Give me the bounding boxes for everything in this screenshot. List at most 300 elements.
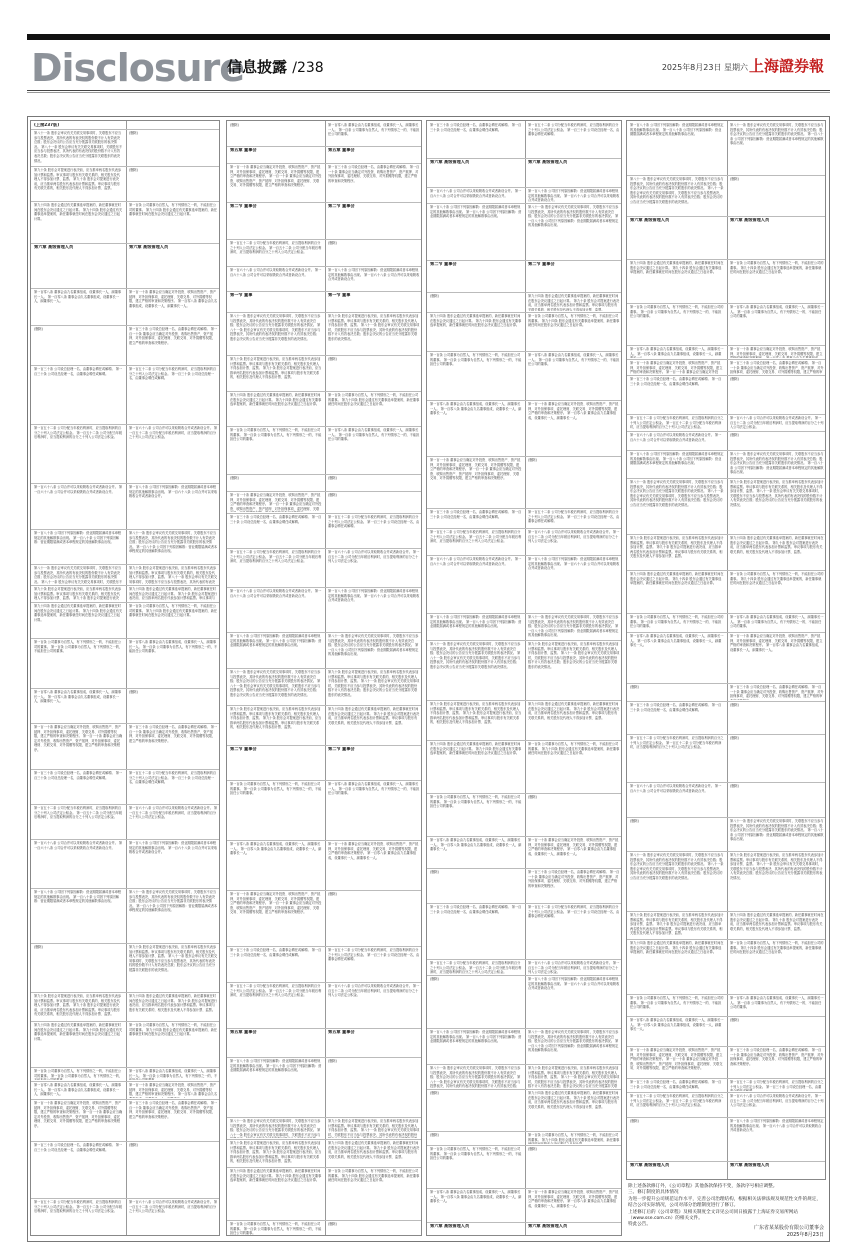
original-clause: 第一百八十条 公司因下列原因解散：营业期限届满或者本章程规定的其他解散事由出现。 第一百八十条 公司因下列原因解散：营业期限届满或者本章程规定的其他解散事由出现。 (34, 531, 122, 545)
original-clause: 第一百一十条 董事会应当确定对外投资、收购出售资产、资产抵押、对外担保事项、委托理财、关联交易、对外捐赠等权限，建立严格的审查和决策程序。 第一百一十条 董事会应当确定对外投资、收购出售资产、资产抵押、对外担保事项、委托理财、关联交易、对外捐赠等权限，建立严格的审查和决策程序。 (630, 1048, 723, 1071)
original-clause: 第一百三十条 公司设总经理一名，由董事会聘任或解聘。 第一百三十条 公司设总经理一名，由董事会聘任或解聘。 (430, 123, 522, 132)
original-clause: 第八十一条 股东会审议有关关联交易事项时，关联股东不应当参与投票表决，其所代表的有表决权的股份数不计入有效表决总数；股东会决议的公告应当充分披露非关联股东的表决情况。 第八十一条 股东会审议有关关联交易事项时，关联股东不应当参与投票表决，其所代表的有表决权的股份数不计入有效表决总数；股东会决议的公告应当充分披露非关联股东的表决情况。 (230, 314, 321, 341)
original-clause: 第一百五十二条 公司分配当年税后利润时，应当提取利润的百分之十列入公司法定公积金。 第一百五十二条 公司分配当年税后利润时，应当提取利润的百分之十列入公司法定公积金。 (430, 530, 522, 544)
original-clause: 第六章 高级管理人员 (630, 218, 670, 222)
original-clause: (删除) (230, 123, 239, 127)
table-row (627, 1092, 825, 1118)
revised-clause: 第一百五十二条 公司分配当年税后利润时，应当提取利润的百分之十列入公司法定公积金。 第一百三十条 公司设总经理一名，由董事会聘任或解聘。 (528, 123, 620, 137)
original-clause: 第一百六十八条 公司合并可以采取吸收合并或者新设合并。 第一百六十八条 公司合并可以采取吸收合并或者新设合并。 (430, 189, 522, 198)
revised-clause: 第八十一条 股东会审议有关关联交易事项时，关联股东不应当参与投票表决，其所代表的有表决权的股份数不计入有效表决总数；股东会决议的公告应当充分披露非关联股东的表决情况。 第一百八十条 公司因下列原因解散：营业期限届满或者本章程规定的其他解散事由出现。 (730, 819, 824, 842)
original-clause: 第一百条 公司董事为自然人，有下列情形之一的，不能担任公司的董事。 第一百条 公司董事为自然人，有下列情形之一的，不能担任公司的董事。 (230, 782, 322, 796)
table-row (31, 992, 219, 1022)
table-row (627, 1078, 825, 1093)
revised-clause: 第八十一条 股东会审议有关关联交易事项时，关联股东不应当参与投票表决，其所代表的有表决权的股份数不计入有效表决总数；股东会决议的公告应当充分披露非关联股东的表决情况。 第一百八十条 公司因下列原因解散：营业期限届满或者本章程规定的其他解散事由出现。 (730, 452, 824, 475)
revised-clause: 第九十四条 股东会通过有关董事选举提案的，新任董事就任时间在股东会决议通过之日起计算。 第九十条 股东会对提案进行表决前，应当推举两名股东代表参加计票和监票。审议事项与股东有关联关系的，相关股东及代理人不得参加计票、监票。 (129, 994, 218, 1012)
table-row (427, 292, 621, 313)
original-clause: 第一百六十八条 公司合并可以采取吸收合并或者新设合并。 第一百六十八条 公司合并可以采取吸收合并或者新设合并。 (230, 268, 322, 277)
original-clause: 第五章 董事会 (230, 1030, 257, 1034)
table-row (427, 613, 621, 641)
original-clause: 第一百五十二条 公司分配当年税后利润时，应当提取利润的百分之十列入公司法定公积金。 第一百五十二条 公司分配当年税后利润时，应当提取利润的百分之十列入公司法定公积金。 (630, 1094, 724, 1108)
table-row (227, 121, 421, 147)
revised-clause: 第一百条 公司董事为自然人，有下列情形之一的，不能担任公司的董事。 第九十四条 股东会通过有关董事选举提案的，新任董事就任时间在股东会决议通过之日起计算。 (528, 742, 620, 756)
revised-clause: 第一百六十八条 公司合并可以采取吸收合并或者新设合并。 第一百五十二条 公司分配当年税后利润时，应当提取利润的百分之十列入公司法定公积金。 (528, 961, 620, 974)
original-clause: 第一百条 公司董事为自然人，有下列情形之一的，不能担任公司的董事。 第一百条 公司董事为自然人，有下列情形之一的，不能担任公司的董事。 (630, 305, 724, 319)
table-row (31, 1099, 219, 1142)
revised-clause: 第六章 高级管理人员 (730, 218, 770, 222)
table-row (227, 632, 421, 669)
revised-clause: 第一百六十八条 公司合并可以采取吸收合并或者新设合并。 第一百五十二条 公司分配当年税后利润时，应当提取利润的百分之十列入公司法定公积金。 (129, 1200, 218, 1214)
revised-clause: 第五章 董事会 (328, 148, 355, 152)
table-row (627, 478, 825, 535)
table-row (427, 312, 621, 352)
revised-clause: 第一百三十条 公司设总经理一名，由董事会聘任或解聘。 第一百一十条 董事会应当确定对外投资、收购出售资产、资产抵押、对外担保事项、委托理财、关联交易、对外捐赠等权限，建立严格的审查和决策程序。 (129, 725, 218, 743)
revised-clause: 第一百一十条 董事会应当确定对外投资、收购出售资产、资产抵押、对外担保事项、委托理财、关联交易、对外捐赠等权限，建立严格的审查和决策程序。 第一百零八条 董事会由九名董事组成，设董事长一人，副董事长一人。 (730, 634, 823, 652)
revised-clause: 第一百三十条 公司设总经理一名，由董事会聘任或解聘。 第一百一十条 董事会应当确定对外投资、收购出售资产、资产抵押、对外担保事项、委托理财、关联交易、对外捐赠等权限，建立严格的审查和决策程序。 (129, 327, 218, 345)
revised-clause: (删除) (730, 703, 739, 707)
comparison-table (426, 120, 622, 1236)
original-clause: 第一百八十条 公司因下列原因解散：营业期限届满或者本章程规定的其他解散事由出现。 第一百八十条 公司因下列原因解散：营业期限届满或者本章程规定的其他解散事由出现。 (430, 1030, 522, 1044)
table-row (227, 266, 421, 292)
table-row (31, 602, 219, 639)
original-clause: 第一百八十条 公司因下列原因解散：营业期限届满或者本章程规定的其他解散事由出现。 第一百八十条 公司因下列原因解散：营业期限届满或者本章程规定的其他解散事由出现。 (230, 1059, 322, 1073)
revised-clause: 第一百八十条 公司因下列原因解散：营业期限届满或者本章程规定的其他解散事由出现。 第一百六十八条 公司合并可以采取吸收合并或者新设合并。 (129, 841, 218, 855)
revised-clause: 第一百五十二条 公司分配当年税后利润时，应当提取利润的百分之十列入公司法定公积金。 第一百三十条 公司设总经理一名，由董事会聘任或解聘。 (328, 948, 420, 962)
table-row (227, 391, 421, 427)
revised-clause: (删除) (328, 357, 337, 361)
table-row (31, 288, 219, 326)
original-clause: 第一百五十二条 公司分配当年税后利润时，应当提取利润的百分之十列入公司法定公积金。 第一百五十二条 公司分配当年税后利润时，应当提取利润的百分之十列入公司法定公积金。 (630, 736, 724, 750)
revised-clause: (删除) (730, 784, 739, 788)
original-clause: 第九十四条 股东会通过有关董事选举提案的，新任董事就任时间在股东会决议通过之日起计算。 第九十四条 股东会通过有关董事选举提案的，新任董事就任时间在股东会决议通过之日起计算。 (630, 572, 724, 586)
table-row (31, 585, 219, 603)
revised-clause: (删除) (328, 1059, 337, 1063)
table-row (227, 1220, 421, 1236)
revised-clause: 第九十四条 股东会通过有关董事选举提案的，新任董事就任时间在股东会决议通过之日起计算。 第九十条 股东会对提案进行表决前，应当推举两名股东代表参加计票和监票。审议事项与 (129, 587, 218, 601)
revised-clause: 第一百一十条 董事会应当确定对外投资、收购出售资产、资产抵押、对外担保事项、委托理财、关联交易、对外捐赠等权限，建立 (730, 347, 823, 356)
original-clause: 第一百一十条 董事会应当确定对外投资、收购出售资产、资产抵押、对外担保事项、委托理财、关联交易、对外捐赠等权限，建立严格的审查和决策程序。 第一百一十条 董事会应当确定对外投资、收购出售资产、资产抵押、对外担保事项、委托理财、关联交易、对外捐赠等权限，建立严格的审查和决策程序。 (34, 725, 123, 752)
revised-clause: 第八十一条 股东会审议有关关联交易事项时，关联股东不应当参与投票表决，其所代表的有表决权的股份数不计入有效表决总数；股东会决议的公告应当充分披露非关联股东的表决情况。 第一百八十条 公司因下列原因解散：营业期限届满或者本章程规定的其他解散事由出现。 (129, 890, 218, 913)
table-row (227, 239, 421, 267)
table-row (627, 851, 825, 912)
closing-line: 特此公告。 (628, 1222, 651, 1228)
revised-clause: (删除) (328, 493, 337, 497)
revised-clause: 第一百零八条 董事会由九名董事组成，设董事长一人，副董事长一人。 第一百条 公司董事为自然人，有下列情形之一的，不能担任公司的董事。 (528, 353, 620, 367)
table-row (427, 351, 621, 401)
original-clause: 第一百六十八条 公司合并可以采取吸收合并或者新设合并。 第一百六十八条 公司合并可以采取吸收合并或者新设合并。 (430, 557, 522, 566)
original-clause: 第九十四条 股东会通过有关董事选举提案的，新任董事就任时间在股东会决议通过之日起计算。 第九十四条 股东会通过有关董事选举提案的，新任董事就任时间在股东会决议通过之日起计算。 (34, 604, 123, 622)
original-clause: (删除) (430, 1133, 439, 1137)
table-row (627, 701, 825, 735)
original-clause: 第一百条 公司董事为自然人，有下列情形之一的，不能担任公司的董事。 第一百条 公司董事为自然人，有下列情形之一的，不能担任公司的董事。 (230, 428, 322, 442)
original-clause: 第九十条 股东会对提案进行表决前，应当推举两名股东代表参加计票和监票。审议事项与股东有关联关系的，相关股东及代理人不得参加计票、监票。 第九十条 股东会对提案进行表决前，应当推举两名股东代表参加计票和监票。审议事项与股东有关联关系的，相关股东及代理人不得参加计票、监票。 (34, 994, 122, 1017)
revised-clause: 第九十条 股东会对提案进行表决前，应当推举两名股东代表参加计票和监票。审议事项与股东有关联关系的，相关股东及代理人不得参加计票、监票。 第八十一条 股东会审议有关关联交易事项时，关联股东不应当参与投票表决，其所代表的有表决权的股份数不计入有效表决总数；股东会决议的公告应当充分披露非关联股东的表决情况。 (730, 853, 824, 880)
original-clause: 第一百五十二条 公司分配当年税后利润时，应当提取利润的百分之十列入公司法定公积金。 第一百五十二条 公司分配当年税后利润时，应当提取利润的百分之十列入公司法定公积金。 (34, 426, 123, 440)
original-clause: 第九十四条 股东会通过有关董事选举提案的，新任董事就任时间在股东会决议通过之日起计算。 第九十四条 股东会通过有关董事选举提案的，新任董事就任时间在股东会决议通过之日起计算。 (230, 393, 322, 407)
table-row (627, 345, 825, 360)
table-row (627, 613, 825, 633)
table-row (427, 528, 621, 556)
table-row (627, 175, 825, 217)
revised-clause: 第一百条 公司董事为自然人，有下列情形之一的，不能担任公司的董事。 第九十四条 股东会通过有关董事选举提案的，新任董事就任时间在股东会决议通过之日起计算。 (730, 572, 824, 586)
section-logo: Disclosure (31, 46, 245, 90)
table-row (227, 548, 421, 588)
table-row (31, 201, 219, 244)
revised-clause: 第一百一十条 董事会应当确定对外投资、收购出售资产、资产抵押、对外担保事项、委托理财、关联交易、对外捐赠等权限，建立严格的审查和决策程序。 第一百零八条 董事会由九名董事组成，设董事长一人，副董事长一人。 (129, 290, 218, 308)
original-clause: 第一百零八条 董事会由九名董事组成，设董事长一人，副董事长一人。 第一百零八条 董事会由九名董事组成，设董事长一人，副董事长一人。 (630, 1018, 724, 1032)
original-clause: 第一百一十条 董事会应当确定对外投资、收购出售资产、资产抵押、对外担保事项、委托理财、关联交易、对外捐赠等权限，建立严格的审查和决策程序。 第一百一十条 董事会应当确定对外投资、收购出售资产、资产抵押、对外担保事项、委托理财、关联 (230, 493, 322, 511)
revised-clause: 第八十一条 股东会审议有关关联交易事项时，关联股东不应当参与投票表决，其所代表的有表决权的股份数不计入有效表决总数；股东会决议的公告应当充分披露非关联股东的表决情况。 第一百八十条 公司因下列原因解散：营业期限届满或者本章程规定的其他解散事由出现。 (730, 123, 824, 146)
revised-clause: (删除) (328, 892, 337, 896)
table-row (31, 638, 219, 689)
original-clause: 第九十四条 股东会通过有关董事选举提案的，新任董事就任时间在股东会决议通过之日起计算。 第九十四条 股东会通过有关董事选举提案的，新任董事就任时间在股东会决议通过之日起计算。 (630, 941, 724, 955)
original-clause: 第八十一条 股东会审议有关关联交易事项时，关联股东不应当参与投票表决，其所代表的有表决权的股份数不计入有效表决总数；股东会决议的公告应当充分披露非关联股东的表决情况。 第八十一条 股东会审议有关关联交易事项时，关联股东不应当参与 (230, 1119, 321, 1137)
comparison-table (626, 120, 826, 1180)
table-row (427, 456, 621, 509)
revised-clause: 第一百条 公司董事为自然人，有下列情形之一的，不能担任公司的董事。 第九十四条 股东会通过有关董事选举提案的，新任董事就任时间在股东会决议通过之日起计算。 (129, 203, 218, 217)
original-clause: 第一百条 公司董事为自然人，有下列情形之一的，不能担任公司的董事。 第一百条 公司董事为自然人，有下列情形之一的，不能担任公司的董事。 (630, 996, 724, 1010)
original-clause: 第二节 董事会 (230, 747, 257, 751)
table-row (227, 1117, 421, 1140)
revised-clause: 第一百六十八条 公司合并可以采取吸收合并或者新设合并。 第一百五十二条 公司分配当年税后利润时，应当提取利润的百分之十列入公司法定公积金。 (328, 984, 420, 998)
signature-block (628, 1224, 824, 1238)
table-row (627, 994, 825, 1017)
revised-clause: 第八十一条 股东会审议有关关联交易事项时，关联股东不应当参与投票表决，其所代表的有表决权的股份数不计入有效表决总数；股东会决议的公告应当充分披露非关联股东的表决情况。 第一百八十条 公司因下列原因解散：营业期限届满或者本章程规定的其他解散事由出现。 (129, 531, 218, 554)
original-clause: 第八十一条 股东会审议有关关联交易事项时，关联股东不应当参与投票表决，其所代表的有表决权的股份数不计入有效表决总数；股东会决议的公告应当充分披露非关联股东的表决情况。 第八十一条 股东会审议有关关联交易事项时，关联股东不应当参与投票表决，其所代表的有表决权的股份数不计入有效表决总数；股东会决议的公告应当充分披露非关联股东的表决情况。 (630, 480, 724, 507)
revised-clause: 第一百八十条 公司因下列原因解散：营业期限届满或者本章程规定的其他解散事由出现。 第一百六十八条 公司合并可以采取吸收合并或者新设合并。 (528, 557, 620, 571)
revised-clause: (删除) (730, 433, 739, 437)
revised-clause: 第一百条 公司董事为自然人，有下列情形之一的，不能担任公司的董事。 第九十四条 股东会通过有关董事选举提案的，新任董事就任时间在股东会决议通过之日起计算。 (328, 393, 420, 407)
original-clause: (删除) (230, 476, 239, 480)
original-clause: (删除) (630, 819, 639, 823)
original-clause: 第一百三十条 公司设总经理一名，由董事会聘任或解聘。 第一百三十条 公司设总经理一名，由董事会聘任或解聘。 (230, 948, 322, 957)
table-row (31, 483, 219, 530)
revised-clause: 第二节 董事会 (328, 204, 355, 208)
revised-clause: 第一百一十条 董事会应当确定对外投资、收购出售资产、资产抵押、对外担保事项、委托理财、关联交易、对外捐赠等权限，建立严格的审查和决策程序。 第一百零八条 董事会由九名董事组成，设董事长一人，副董事长一人。 (528, 1190, 619, 1208)
revised-clause: 第一百五十二条 公司分配当年税后利润时，应当提取利润的百分之十列入公司法定公积金。 第一百三十条 公司设总经理一名，由董 (730, 1080, 824, 1089)
original-clause: 第八十一条 股东会审议有关关联交易事项时，关联股东不应当参与投票表决，其所代表的有表决权的股份数不计入有效表决总数；股东会决议的公告应当充分披露非关联股东的表决情况。 第八十一条 股东会审议有关关联交易事项时，关联股东不应当参与投票表决，其所代表的有表决权的股份数不计入有效表决总数；股东会决议的公告应当充分披露非关联股东的表决情况。 (630, 853, 724, 880)
original-clause: (删除) (630, 1119, 639, 1123)
table-row (227, 982, 421, 1029)
issue-date: 2025年8月23日 星期六 (661, 63, 748, 72)
original-clause: 第一百一十条 董事会应当确定对外投资、收购出售资产、资产抵押、对外担保事项、委托理财、关联交易、对外捐赠等权限，建立严格的审查和决策程序。 第一百一十条 董事会应当确定对外投资、收购出售资产、资产抵押、对外担保事项、委托理财、关联交易、对外捐赠等权限，建立严格的审查和决策程序。 (34, 1101, 123, 1128)
original-clause: 第一百条 公司董事为自然人，有下列情形之一的，不能担任公司的董事。 第一百条 公司董事为自然人，有下列情形之一的， (34, 1069, 123, 1078)
original-clause: (删除) (34, 327, 43, 331)
table-row (427, 868, 621, 904)
revised-clause: 第一百三十条 公司设总经理一名，由董事会聘任或解聘。 第一百一十条 董事会应当确定对外投资、收购出售资产、资产抵押、对外担保事项、委托理财、关联交易、对外捐赠等权限，建立严格的审查和决策程序。 (528, 870, 620, 888)
revised-clause: 第一百一十条 董事会应当确定对外投资、收购出售资产、资产抵押、对外担保事项、委托理财、关联交易、对外捐赠等权限，建立严格的审查和决策程序。 第一百零八条 董事会由九名 (129, 1083, 218, 1097)
original-clause: 第一百六十八条 公司合并可以采取吸收合并或者新设合并。 第一百六十八条 公司合并可以采取吸收合并或者新设合并。 (630, 784, 722, 793)
revised-clause: 第二节 董事会 (528, 262, 555, 266)
original-clause: 第一百八十条 公司因下列原因解散：营业期限届满或者本章程规定的其他解散事由出现。 第一百八十条 公司因下列原因解散：营业期限届满或者本章程规定的其他解散事由出现。 (34, 890, 122, 904)
table-row (227, 1167, 421, 1221)
table-row (227, 474, 421, 492)
section-title (227, 56, 324, 77)
original-clause: 第一百条 公司董事为自然人，有下列情形之一的，不能担任公司的董事。 第一百条 公司董事为自然人，有下列情形之一的，不能担任公司的董事。 (630, 615, 724, 629)
table-row (627, 1016, 825, 1047)
closing-line: 除上述条款修订外，《公司章程》其他条款保持不变，条款序号相应调整。 (628, 1184, 778, 1189)
table-row (427, 1131, 621, 1146)
original-clause: 第八十一条 股东会审议有关关联交易事项时，关联股东不应当参与投票表决，其所代表的有表决权的股份数不计入有效表决总数；股东会决议的公告应当充分披露非关联股东的表决情况。 第八十一条 股东会审议有关关联交易事项时，关联股东不 (34, 566, 123, 584)
table-row (227, 1028, 421, 1058)
table-row (427, 187, 621, 204)
original-clause: 第九十条 股东会对提案进行表决前，应当推举两名股东代表参加计票和监票。审议事项与股东有关联关系的，相关股东及代理人不得参加计票、监票。 第九十条 股东会对提案进行表决前，应当推举两名股东代表参加计票和监票。审议事项与股东有关联关系的，相关股东及代理人不得参加计票、监票。 (230, 357, 322, 380)
closing-line: 三、修订制度的具体情况 (628, 1190, 679, 1196)
table-row (427, 1145, 621, 1189)
revised-clause: 第六章 高级管理人员 (129, 245, 169, 249)
original-clause: 第一百三十条 公司设总经理一名，由董事会聘任或解聘。 第一百三十条 公司设总经理一名，由董事会聘任或解聘。 (230, 515, 322, 524)
table-row (627, 1117, 825, 1162)
original-clause: 第九十条 股东会对提案进行表决前，应当推举两名股东代表参加计票和监票。审议事项与股东有关联关系的，相关股东及代理人不得参加计票、监票。 第九十条 股东会对提案进行表决前，应当推举两名股东代表参加计票和监票。审议事项与股东有关联关系的，相关股东及代理人不得参加计票、监票。 (230, 707, 322, 730)
revised-clause: (删除) (528, 795, 537, 799)
table-row (627, 939, 825, 995)
original-clause: 第二节 董事会 (430, 262, 457, 266)
table-row (427, 1222, 621, 1236)
original-clause: 第一节 董事 (230, 293, 253, 297)
original-clause: 第一百零八条 董事会由九名董事组成，设董事长一人，副董事长一人。 第一百零八条 董事会由九名董事组成，设董事长一人，副董事长一人。 (34, 290, 122, 304)
table-row (427, 121, 621, 159)
table-row (627, 216, 825, 260)
original-clause: 第八十一条 股东会审议有关关联交易事项时，关联股东不应当参与投票表决，其所代表的有表决权的股份数不计入有效表决总数；股东会决议的公告应当充分披露非关联股东的表决情况。 第八十一条 股东会审议有关关联交易事项时，关联股东不应当参与投票表决，其所代表的有表决权的股份数不计入有效表决总数； (430, 1066, 521, 1088)
table-row (427, 1188, 621, 1223)
revised-clause: 第一百五十二条 公司分配当年税后利润时，应当提取利润的百分之十列入公司法定公积金。 第一百三十条 公司设总经理一名，由董事会聘任或解聘。 (129, 367, 217, 381)
original-clause: 第九十条 股东会对提案进行表决前，应当推举两名股东代表参加计票和监票。审议事项与股东有关联关系的，相关股东及代理人不得参加计票、监票。 第九十条 股东会对提案进行表决 (34, 587, 122, 601)
revised-clause: 第八十一条 股东会审议有关关联交易事项时，关联股东不应当参与投票表决，其所代表的有表决权的股份数不计入有效表决总数；股东会决议的公告应当充分披露非关联股东的表决情况。 第一百八十条 公司因下列原因解散：营业期限届满或者本章程规定的其他解散事由出现。 (328, 634, 419, 657)
revised-clause: 第一百三十条 公司设总经理一名，由董事会聘任或解聘。 第一百一十条 董事会应当确定对外投资、收购出售资产、资产抵押、对外担保事项、委托理财、关联交易、对外捐赠等权限，建立严格的审 (730, 361, 824, 374)
table-row (427, 959, 621, 976)
original-clause: 第九十条 股东会对提案进行表决前，应当推举两名股东代表参加计票和监票。审议事项与股东有关联关系的，相关股东及代理人不得参加计票、监票。 第九十条 股东会对提案进行表决前，应当推举两名股东代表参加计票和监票。审议事项与股东有关联关系的，相关股东及代理人不得参加计票、监票。 (430, 702, 522, 725)
table-row (31, 723, 219, 770)
table-row (31, 564, 219, 586)
section-name: 信息披露 (227, 58, 288, 76)
signature: 广东省某某股份有限公司董事会 (753, 1225, 824, 1231)
table-row (227, 426, 421, 475)
table-row (227, 890, 421, 947)
revised-clause: 第一百三十条 公司设总经理一名，由董事会聘任或解聘。 第一百一十条 董事会应当确定对外投资、收购出售资产、资产抵押、对外担保事项、委托理财、关联交易、对外捐赠等权限，建立严格的审查和决策程序。 (328, 165, 420, 183)
original-clause: 第一百条 公司董事为自然人，有下列情形之一的，不能担任公司的董事。 第一百条 公司董事为自然人，有下列情形之一的，不能担任公司的董事。 (230, 1222, 322, 1236)
revised-clause: 第一百六十八条 公司合并可以采取吸收合并或者新设合并。 第一百五十二条 公司分配当年税后利润时，应当提取利润的百分之十列入公司法定公积金。 (730, 416, 824, 430)
table-row (31, 888, 219, 944)
revised-clause: 第一百八十条 公司因下列原因解散：营业期限届满或者本章程规定的其他解散事由出现。 第一百六十八条 公司合并可以采取吸收合并或者新设合并。 (528, 977, 620, 991)
revised-clause: 第一百八十条 公司因下列原因解散：营业期限届满或者本章程规定的其他解散事由出现。 第一百六十八条 公司合并可以采取吸收合并或者新设合并。 (730, 1119, 824, 1133)
original-clause: 第九十条 股东会对提案进行表决前，应当推举两名股东代表参加计票和监票。审议事项与股东有关联关系的，相关股东及代理人不得参加计票、监票。 第九十条 股东会对提案进行表决前，应当推举两名股东代表参加计票和监票。审议事项与股东有关联关系的，相关股东及代理人不得参加计票、监票。 (34, 168, 122, 191)
original-clause: 第一百三十条 公司设总经理一名，由董事会聘任或解聘。 第一百三十条 公司设总经理一名，由董事会聘任或解聘。 (630, 1080, 722, 1089)
revised-clause: 第一百五十二条 公司分配当年税后利润时，应当提取利润的百分之十列入公司法定公积金。 第一百三十条 公司设总经理一名，由董事会聘任或解聘。 (528, 905, 620, 919)
original-clause: 第一百一十条 董事会应当确定对外投资、收购出售资产、资产抵押、对外担保事项、委托理财、关联交易、对外捐赠等权限，建立严格的审查和决策程序。 第一百一十条 董事会应当确定对外投 (630, 361, 723, 374)
original-clause: 第六章 高级管理人员 (630, 1163, 670, 1167)
original-clause: 第一百六十八条 公司合并可以采取吸收合并或者新设合并。 第一百六十八条 公司合并可以采取吸收合并或者新设合并。 (34, 841, 123, 850)
revised-clause: 第六章 高级管理人员 (528, 1224, 568, 1228)
original-clause: (删除) (430, 977, 439, 981)
revised-clause: 第六章 高级管理人员 (730, 1163, 770, 1167)
table-row (31, 769, 219, 805)
table-row (627, 817, 825, 852)
table-row (227, 946, 421, 983)
revised-clause: 第一百零八条 董事会由九名董事组成，设董事长一人，副董事长一人。 第一百条 公司董事为自然人，有下列情形之一的，不能担任公司的董事。 (129, 640, 218, 654)
table-row (227, 587, 421, 633)
table-row (427, 700, 621, 741)
original-clause: 第一百八十条 公司因下列原因解散：营业期限届满或者本章程规定的其他解散事由出现。 第一百八十条 公司因下列原因解散：营业期限届满或者本章程规定的其他解散事由出现。 (630, 452, 724, 466)
original-clause: 第一百零八条 董事会由九名董事组成，设董事长一人，副董事长一人。 第一百零八条 董事会由九名董事组成，设董事长一人，副董事长一人。 (630, 634, 724, 648)
original-clause: (删除) (430, 870, 439, 874)
revised-clause: (删除) (129, 168, 138, 172)
original-clause: 第八十一条 股东会审议有关关联交易事项时，关联股东不应当参与投票表决，其所代表的有表决权的股份数不计入有效表决总数；股东会决议的公告应当充分披露非关联股东的表决情况。 第八十一条 股东会审议有关关联交易事项时，关联股东不应当参与投票表决，其所代表的有表决权的股份数不计入有效表决总数；股东会决议的公告应当充分披露非关联股东的表决情况。 (430, 642, 521, 669)
original-clause: 第一百八十条 公司因下列原因解散：营业期限届满或者本章程规定的其他解散事由出现。 第一百八十条 公司因下列原因解散：营业期限届满或者本章程规定的其他解散事由出现。 (430, 205, 522, 219)
revised-clause: (删除) (730, 736, 739, 740)
original-clause: 第一百五十二条 公司分配当年税后利润时，应当提取利润的百分之十列入公司法定公积金。 第一百五十二条 公司分配当年税后利润时，应当提取利润的百分之十列入公司法定公积金。 (34, 1200, 123, 1214)
revised-clause: 第一百条 公司董事为自然人，有下列情形之一的，不能担任公司的董事。 第九十四条 股东会通过有关董事选举提案的，新任董事就任时间在股东会决议通过之日起计算。 (328, 1169, 420, 1183)
revised-clause: 第九十条 股东会对提案进行表决前，应当推举两名股东代表参加计票和监票。审议事项与股东有关联关系的，相关股东及代理人不得参加计票、监票。 第八十一条 股东会审议有关关联交易事项时，关联股东不应当参与投票表决，其所代表的有表决权的股份 (328, 1119, 420, 1137)
revised-clause: 第一百一十条 董事会应当确定对外投资、收购出售资产、资产抵押、对外担保事项、委托理财、关联交易、对外捐赠等权限，建立严格的审查和决策程序。 第一百零八条 董事会由九名董事组成，设董事长一人，副董事长一人。 (528, 838, 619, 856)
original-clause: 第一百八十条 公司因下列原因解散：营业期限届满或者本章程规定的其他解散事由出现。 第一百八十条 公司因下列原因解散：营业期限届满或者本章程规定的其他解散事由出现。 (230, 634, 322, 648)
original-clause: 第一百一十条 董事会应当确定对外投资、收购出售资产、资产抵押、对外担保事项、委托理财、关联交易、对外捐赠等权限，建立严格的审查和决策程序。 第一百一十条 董事会应当确定对外投资、收购出售资产、资产抵押、对外担保事项、委托理财、关联交易、对外捐赠等权限，建立严格的审查和决策程序。 (230, 892, 322, 915)
table-row (427, 1028, 621, 1065)
revised-clause: (删除) (328, 241, 337, 245)
original-clause: (删除) (630, 685, 639, 689)
original-clause: 第一百五十二条 公司分配当年税后利润时，应当提取利润的百分之十列入公司法定公积金。 第一百五十二条 公司分配当年税后利润时，应当提取利润的百分之十列入公司法定公积金。 (230, 984, 322, 998)
revised-clause: 第一百八十条 公司因下列原因解散：营业期限届满或者本章程规定的其他解散事由出现。 第一百六十八条 公司合并可以采取吸收合并或者新设合并。 (129, 485, 218, 499)
table-row (227, 705, 421, 746)
masthead (27, 44, 830, 88)
revised-clause: (删除) (730, 1018, 739, 1022)
original-clause: 第一百五十二条 公司分配当年税后利润时，应当提取利润的百分之十列入公司法定公积金。 第一百五十二条 公司分配当年税后利润时，应当提取利润的百分之十列入公司法定公积金。 (630, 416, 724, 430)
original-clause: 第九十四条 股东会通过有关董事选举提案的，新任董事就任时间在股东会决议通过之日起计算。 第九十四条 股东会通过有关董事选举提案的，新任董事就任时间在股东会决议通过之日起计算。 (630, 261, 724, 275)
original-clause: 第一百八十条 公司因下列原因解散：营业期限届满或者本章程规定的其他解散事由出现。 第一百八十条 公司因下列原因解散：营业期限届满或者本章程规定的其他解散事由出现。 (630, 123, 724, 137)
revised-clause: 第一百八十条 公司因下列原因解散：营业期限届满或者本章程规定的其他解散事由出现。 第一百六十八条 公司合并可以采取吸收合并或者新设合并。 (528, 189, 620, 202)
original-clause: 第一百三十条 公司设总经理一名，由董事会聘任或解聘。 第一百三十条 公司设总经理一名，由董事会聘任或解聘。 (34, 771, 123, 780)
original-clause: 第一百六十八条 公司合并可以采取吸收合并或者新设合并。 第一百六十八条 公司合并可以采取吸收合并或者新设合并。 (230, 589, 322, 598)
table-row (627, 911, 825, 940)
revised-clause: 第一百条 公司董事为自然人，有下列情形之一的，不能担任公司的董事。 第九十四条 股东会通过有关董事选举提案的，新任董事就任时间在股东会决议通过之日起计算。 (730, 941, 824, 955)
revised-clause: 第一百零八条 董事会由九名董事组成，设董事长一人，副董事长一人。 第一百条 公司董事为自然人，有下列情形之一的，不能担任公司的董事。 (328, 782, 420, 796)
original-clause: 第八十一条 股东会审议有关关联交易事项时，关联股东不应当参与投票表决，其所代表的有表决权的股份数不计入有效表决总数；股东会决议的公告应当充分披露非关联股东的表决情况。 第八十一条 股东会审议有关关联交易事项时，关联股东不应当参与投票表决，其所代表的有表决权的股份数不计入有效表决总数；股东会决议的公告应当充分披露非关联股东的表决情况。 (230, 670, 321, 697)
revised-clause: 第一百条 公司董事为自然人，有下列情形之一的，不能担任公司的董事。 第九十四条 股东会通过有关董事选举提案的，新任董事就任时间在股东会决议通过之日起计算。 (730, 261, 824, 275)
table-row (227, 202, 421, 240)
original-clause: 第九十条 股东会对提案进行表决前，应当推举两名股东代表参加计票和监票。审议事项与股东有关联关系的，相关股东及代理人不得参加计票、监票。 第九十条 股东会对提案进行表决前，应当推举两名股东代表参加计票和监票。审议事项与股东有关联关系的，相关股东及代理人不得参加计票、监票。 (630, 913, 724, 936)
revised-clause: 第八十一条 股东会审议有关关联交易事项时，关联股东不应当参与投票表决，其所代表的有表决权的股份数不计入有效表决总数；股东会决议的公告应当充分披露非关联股东的表决情况。 第一百八十条 公司因下列原因解散：营业期限届满或者本章程规定的其他解散事由出现。 (528, 1030, 619, 1053)
revised-clause: 第一百八十条 公司因下列原因解散：营业期限届满或者本章程规定的其他解散事由出现。 第一百六十八条 公司合并可以采取吸收合并或者新设合并。 (328, 268, 420, 282)
table-row (427, 203, 621, 261)
revised-clause: 第一百条 公司董事为自然人，有下列情形之一的，不能担任公司的董事。 第九十四条 股东会通过有关董事选举提案的，新任董事 (528, 1133, 620, 1142)
original-clause: 第一百一十条 董事会应当确定对外投资、收购出售资产、资产抵押、对外担保事项、委托理财、关联交易、对外捐赠等权限，建立严格的审查和决策程序。 第一百一十条 董事会应当确定对外投资、收购出售资产、资产抵押、对外担保事项、委托理财、关联交易、对外捐赠等权限，建立严格的审查和决策程序。 (230, 165, 322, 188)
table-row (227, 745, 421, 781)
revised-clause: 第九十条 股东会对提案进行表决前，应当推举两名股东代表参加计票和监票。审议事项与股东有关联关系的，相关股东及代理人不得参加计票、监票。 第八十一条 股东会审议有关关联交易事项时，关联股东不应当参与投票表决，其所代表的有表决权的股份数不计入有效表决总数；股东会决议的公告应当充分披露非关联股东的表决情况。 (528, 642, 620, 669)
revised-clause: 第九十四条 股东会通过有关董事选举提案的，新任董事就任时间在股东会决议通过之日起计算。 第九十条 股东会对提案进行表决前，应当推举两名股东代表参加计票和监票。审议事项与股东有关联关系的，相关股东及代理人不得参加计票、监票。 (730, 536, 824, 554)
table-row (31, 839, 219, 889)
table-row (31, 166, 219, 202)
original-clause: (删除) (430, 1091, 439, 1095)
table-row (31, 365, 219, 425)
original-clause: 第九十条 股东会对提案进行表决前，应当推举两名股东代表参加计票和监票。审议事项与股东有关联关系的，相关股东及代理人不得参加计票、监票。 第九十条 股东会对提案进行表决前，应当推举两名股东代表参加计票和监票。审议事项与股东有关联关系的，相关股东及代理人不得参加计票、监票。 (230, 1141, 322, 1164)
revised-clause: 第九十条 股东会对提案进行表决前，应当推举两名股东代表参加计票和监票。审议事项与股东有关联关系的，相关股东及代理人不得参加计票、监票。 第八十一条 股东会审议有关关联交易事项时，关联股东不应当参与投票表决，其所代表的有表决 (129, 566, 218, 584)
closing-notes (628, 1184, 824, 1229)
revised-clause: 第一百五十二条 公司分配当年税后利润时，应当提取利润的百分之十列入公司法定公积金。 第一百三十条 公司设总经理一名，由董事会聘任或解聘。 (129, 771, 217, 785)
table-row (227, 840, 421, 891)
original-clause: 第九十四条 股东会通过有关董事选举提案的，新任董事就任时间在股东会决议通过之日起计算。 第九十四条 股东会通过有关董事选举提案的，新任董事就任时间在股东会决议通过之日起计算。 (34, 1023, 123, 1041)
table-row (627, 734, 825, 783)
original-clause: 第一百零八条 董事会由九名董事组成，设董事长一人，副董事长一人。 第一百零八条 董事会由九名董事组成，设董事长一人，副董事长一人。 (430, 1190, 522, 1204)
original-clause: 第六章 高级管理人员 (430, 1224, 470, 1228)
table-row (627, 1046, 825, 1079)
original-clause: 第二节 董事会 (230, 204, 257, 208)
masthead-rule (27, 90, 830, 91)
original-clause: 第六章 高级管理人员 (34, 245, 74, 249)
table-row (31, 1081, 219, 1100)
revised-clause: (删除) (328, 476, 337, 480)
original-clause: 第九十四条 股东会通过有关董事选举提案的，新任董事就任时间在股东会决议通过之日起计算。 第九十四条 股东会通过有关董事选举提案的，新任董事就任时间在股东会决议通过之日起计算。 (230, 1169, 322, 1183)
revised-clause: 第八十一条 股东会审议有关关联交易事项时，关联股东不应当参与投票表决，其所代表的有表决权的股份数不计入有效表决总数；股东会决议的公告应当充分披露非关联股东的表决情况。 第一百八十条 公司因下列原因解散：营业期限届满或者本章程规定的其他解散事由出现。 (528, 615, 619, 638)
table-row (31, 129, 219, 167)
original-clause: 第一百零八条 董事会由九名董事组成，设董事长一人，副董事长一人。 第一百零八条 董事会由九名董事组成，设董事长一人，副董事长一人。 (34, 690, 122, 704)
revised-clause: 第一百零八条 董事会由九名董事组成，设董事长一人，副董事长一人。 第一百条 公司董事为自然人，有下列情形之一的，不 (129, 1069, 218, 1078)
table-row (227, 668, 421, 706)
original-clause: 第一百条 公司董事为自然人，有下列情形之一的，不能担任公司的董事。 第一百条 公司董事为自然人，有下列情形之一的，不能担任公司的董事。 (34, 640, 123, 654)
original-clause: 第一百零八条 董事会由九名董事组成，设董事长一人，副董事长一人。 第一百零八条 董事会由九名董事组成，设董事长一人，副董 (630, 347, 724, 356)
revised-clause: (删除) (730, 177, 739, 181)
revised-clause: (删除) (528, 458, 537, 462)
revised-clause: 第九十四条 股东会通过有关董事选举提案的，新任董事就任时间在股东会决议通过之日起计算。 第九十条 股东会对提案进行表决前，应当推举两名股东代表参加计票和监票。审议事项与股东有关联关系的，相关股东及代理人不得参加计票、监票。 (730, 913, 824, 931)
original-clause: 第五章 董事会 (230, 148, 257, 152)
original-clause: 第八十一条 股东会审议有关关联交易事项时，关联股东不应当参与投票表决，其所代表的有表决权的股份数不计入有效表决总数；股东会决议的公告应当充分披露非关联股东的表决情况。 第八十一条 股东会审议有关关联交易事项时，关联股东不应当参与投票表决，其所代表的有表决权的股份数不计入有效表决总数；股东会决议的公告应当充分披露非关联股东的表决情况。 (630, 177, 724, 204)
original-clause: (删除) (430, 294, 439, 298)
table-row (31, 804, 219, 840)
original-clause: 第一百一十条 董事会应当确定对外投资、收购出售资产、资产抵押、对外担保事项、委托理财、关联交易、对外捐赠等权限，建立严格的审查和决策程序。 第一百一十条 董事会应当确定对外投资、收购出售资产、资产抵押、对外担保事项、委托理财、关联交易、对外捐赠等权限，建立严格的审查和决策程序。 (430, 458, 522, 481)
revised-clause: 第九十条 股东会对提案进行表决前，应当推举两名股东代表参加计票和监票。审议事项与股东有关联关系的，相关股东及代理人不得参加计票、监票。 第八十一条 股东会审议有关关联交易事项时，关联股东不应当参与投票表决，其所代表的有表决权的股份数不计入有效表决总数；股东会决议的公告应当充分披露非关联 (528, 1066, 620, 1088)
original-clause: 第一百三十条 公司设总经理一名，由董事会聘任或解聘。 第一百三十条 公司设总经理一名，由董事会聘任或解聘。 (34, 1143, 123, 1152)
original-clause: 第一百六十八条 公司合并可以采取吸收合并或者新设合并。 第一百六十八条 公司合并可以采取吸收合并或者新设合并。 (630, 433, 722, 442)
table-row (427, 640, 621, 701)
revised-clause: 第一百条 公司董事为自然人，有下列情形之一的，不能担任公司的董事。 第九十四条 股东会通过有关董事选举提案的，新任董事就任时间在股东会决议通过之日起计算。 (129, 604, 218, 618)
top-rule (27, 34, 830, 40)
table-row (427, 1089, 621, 1132)
revised-clause: (删除) (129, 690, 138, 694)
table-row (627, 632, 825, 684)
revised-clause: 第九十四条 股东会通过有关董事选举提案的，新任董事就任时间在股东会决议通过之日起计算。 第九十条 股东会对提案进行表决前，应当推举两名股东代表参加计票和监票。审议事项与股东有关联关系的，相关股东及代理人不得参加计票、监票。 (528, 702, 620, 720)
table-row (627, 683, 825, 702)
continued-label: (上接237版) (34, 123, 60, 127)
original-clause: 第一百五十二条 公司分配当年税后利润时，应当提取利润的百分之十列入公司法定公积金。 第一百五十二条 公司分配当年税后利润时，应当提取利润的百分之十列入公司法定公积金。 (230, 241, 322, 255)
table-row (227, 513, 421, 549)
table-row (31, 1067, 219, 1082)
original-clause: 第一百零八条 董事会由九名董事组成，设董事长一人，副董事长一人。 第一百零八条 董事会由九名董事组成，设董事长一人，副董事长一人。 (430, 838, 522, 852)
revised-clause: 第一百六十八条 公司合并可以采取吸收合并或者新设合并。 第一百五十二条 公司分配当年税后利润时，应当提取利润的百分之十列入公司法定公积金。 (528, 530, 620, 544)
table-row (427, 158, 621, 188)
table-row (227, 355, 421, 392)
original-clause: 第九十四条 股东会通过有关董事选举提案的，新任董事就任时间在股东会决议通过之日起计算。 第九十四条 股东会通过有关董事选举提案的，新任董事就任时间在股东会决议通过之日起计算。 (430, 314, 522, 328)
revised-clause: 第一百条 公司董事为自然人，有下列情形之一的，不能担任公司的董事。 第九十四条 股东会通过有关董事选举提案的，新任董事就任时间在股东会决议通过之日起计算。 (528, 314, 620, 328)
table-row (31, 1198, 219, 1236)
revised-clause: 第一百零八条 董事会由九名董事组成，设董事长一人，副董事长一人。 第一百条 公司董事为自然人，有下列情形之一的，不能担任公司的董事。 (328, 123, 420, 137)
table-row (427, 975, 621, 1029)
table-row (31, 424, 219, 484)
signature-date: 2025年8月23日 (786, 1232, 824, 1238)
table-row (227, 163, 421, 203)
original-clause: 第一百五十二条 公司分配当年税后利润时，应当提取利润的百分之十列入公司法定公积金。 第一百五十二条 公司分配当年税后利润时，应当提取利润的百分之十列入公司法定公积金。 (230, 550, 322, 564)
original-clause: 第一百零八条 董事会由九名董事组成，设董事长一人，副董事长一人。 第一百零八条 董事会由九名董事组成，设董事长一人，副董事长一人。 (230, 842, 322, 856)
table-row (427, 555, 621, 614)
table-row (31, 1021, 219, 1068)
closing-line: 上述修订后的《公司章程》及相关制度全文详见公司同日披露于上海证券交易所网站（www.sse.com.cn）的相关文件。 (628, 1209, 798, 1222)
revised-clause: 第一百三十条 公司设总经理一名，由董事会聘任或解聘。 第一百一十条 董事会应当确定对外投资、收购出售资产、资产抵押、对外担保事项、委托理财、关联交易、对外捐赠等权限，建立严格的审查和决策程序。 (129, 1101, 218, 1119)
revised-clause: 第一百条 公司董事为自然人，有下列情形之一的，不能担任公司的董事。 第九十四条 股东会通过有关董事选举提案的，新任董事就任时间在股东会决议通过之日起计算。 (129, 1023, 218, 1037)
table-row (227, 1139, 421, 1168)
revised-clause: 第九十四条 股东会通过有关董事选举提案的，新任董事就任时间在股东会决议通过之日起计算。 第九十条 股东会对提案进行表决前，应当推举两名股东代表参加计票和监票。审议事项与股东有关联关系的，相关股东及代理人不得参加计票、监票。 (528, 1091, 620, 1109)
table-row (627, 303, 825, 346)
original-clause: 第六章 高级管理人员 (430, 160, 470, 164)
table-row (31, 943, 219, 993)
revised-clause: 第一百六十八条 公司合并可以采取吸收合并或者新设合并。 第一百五十二条 公司分配当年税后利润时，应当提取利润的百分之十列入公司法定公积金。 (730, 1094, 824, 1108)
revised-clause: (删除) (528, 1147, 537, 1151)
revised-clause: 第六章 高级管理人员 (528, 160, 568, 164)
